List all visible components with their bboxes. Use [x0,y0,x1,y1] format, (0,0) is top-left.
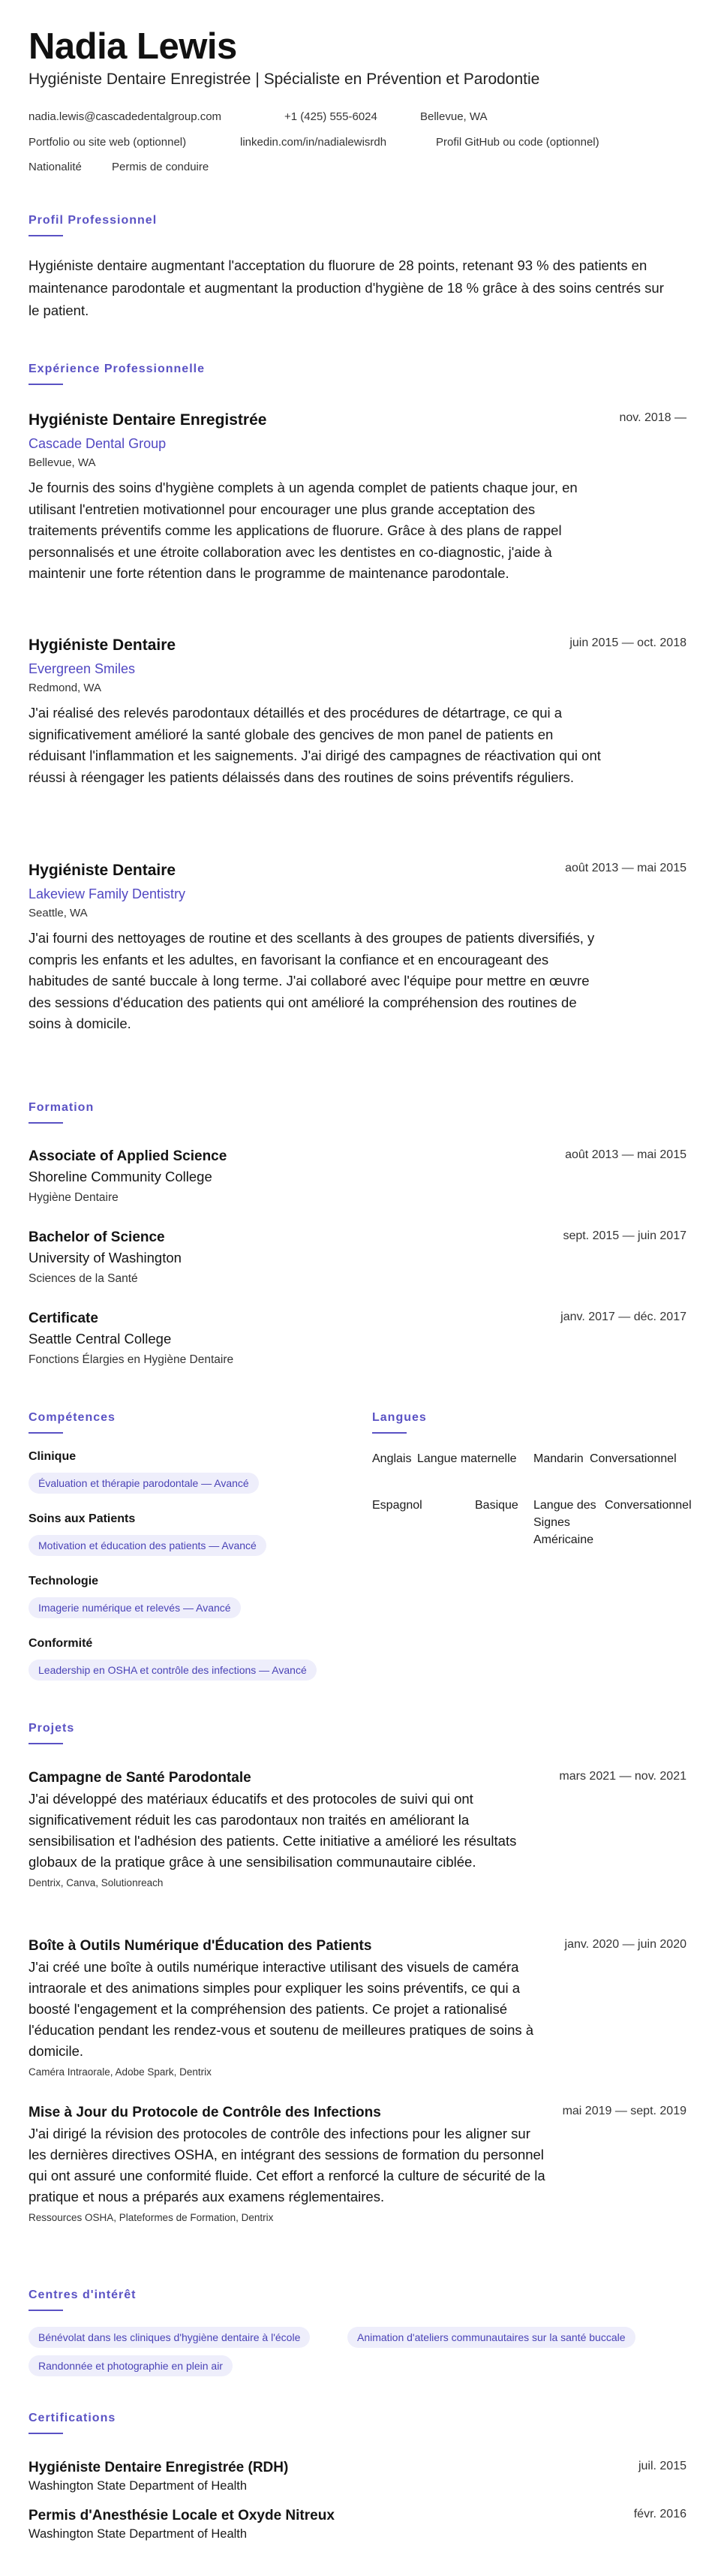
certification-issuer: Washington State Department of Health [29,2479,248,2493]
job-dates: juin 2015 — oct. 2018 [569,636,686,649]
skill-category: Soins aux Patients [29,1512,136,1525]
candidate-name: Nadia Lewis [29,26,237,67]
skill-pill: Évaluation et thérapie parodontale — Avancé [29,1473,259,1494]
education-item [29,1309,686,1368]
project-title: Campagne de Santé Parodontale [29,1770,251,1786]
education-school: University of Washington [29,1250,182,1265]
location-text: Bellevue, WA [420,110,488,123]
job-title: Hygiéniste Dentaire [29,636,176,654]
education-field: Fonctions Élargies en Hygiène Dentaire [29,1353,234,1366]
section-title-interests: Centres d'intérêt [29,2289,137,2301]
github-link[interactable]: Profil GitHub ou code (optionnel) [436,136,599,149]
certification-date: févr. 2016 [633,2508,686,2520]
project-description: J'ai dirigé la révision des protocoles de contrôle des infections pour les aligner sur les dernières directives OSHA, en intégrant des sessions de formation du personnel qui ont assuré une conformité fluide. Cet effort a renforcé la culture de sécurité de la pratique et nous a préparés aux examens réglementaires. [29,2126,545,2204]
certification-name: Permis d'Anesthésie Locale et Oxyde Nitreux [29,2508,335,2523]
language-name: Mandarin [533,1452,584,1465]
skill-pill: Motivation et éducation des patients — Avancé [29,1535,266,1556]
job-dates: août 2013 — mai 2015 [565,862,686,874]
interest-pill: Bénévolat dans les cliniques d'hygiène dentaire à l'école [29,2327,310,2348]
section-title-certifications: Certifications [29,2412,116,2424]
section-title-profile: Profil Professionnel [29,214,158,227]
license-text: Permis de conduire [112,161,209,173]
section-title-projects: Projets [29,1722,75,1735]
nationality-text: Nationalité [29,161,82,173]
experience-item [29,635,686,788]
education-field: Hygiène Dentaire [29,1191,119,1204]
job-description: J'ai réalisé des relevés parodontaux détaillés et des procédures de détartrage, ce qui a significativement amélioré la santé globale des gencives de mon panel de patients en réduisant l'inflammation et les saignements. J'ai dirigé des campagnes de réactivation qui ont réussi à réengager les patients délaissés dans des routines de soins préventifs réguliers. [29,705,601,785]
education-degree: Bachelor of Science [29,1229,165,1245]
section-title-experience: Expérience Professionnelle [29,363,205,375]
skill-category: Technologie [29,1575,99,1587]
education-field: Sciences de la Santé [29,1272,138,1285]
section-rule [29,1743,63,1744]
experience-item [29,860,686,1035]
skill-pill: Leadership en OSHA et contrôle des infections — Avancé [29,1660,317,1681]
job-title: Hygiéniste Dentaire Enregistrée [29,411,267,429]
project-item [29,1937,686,2080]
experience-item [29,410,686,585]
section-rule [29,1432,63,1434]
section-title-languages: Langues [372,1411,427,1424]
project-description: J'ai développé des matériaux éducatifs et des protocoles de suivi qui ont significativement réduit les cas parodontaux non traités en améliorant la sensibilisation et l'adhésion des patients. Cette initiative a amélioré les résultats globaux de la pratique grâce à une sensibilisation communautaire ciblée. [29,1791,517,1870]
language-level: Langue maternelle [417,1452,517,1465]
skill-category: Clinique [29,1450,77,1463]
project-item [29,2103,686,2225]
section-title-education: Formation [29,1101,95,1114]
education-degree: Associate of Applied Science [29,1148,227,1164]
project-item [29,1768,686,1891]
section-title-skills: Compétences [29,1411,116,1424]
language-level: Conversationnel [590,1452,677,1465]
certification-issuer: Washington State Department of Health [29,2527,248,2541]
certification-item [29,2506,686,2542]
language-name: Anglais [372,1452,412,1465]
candidate-headline: Hygiéniste Dentaire Enregistrée | Spécialiste en Prévention et Parodontie [29,71,540,88]
section-rule [29,2433,63,2434]
language-name: Langue des Signes Américaine [533,1499,596,1546]
project-dates: janv. 2020 — juin 2020 [564,1938,686,1951]
job-description: Je fournis des soins d'hygiène complets à un agenda complet de patients chaque jour, en utilisant l'entretien motivationnel pour encourager une plus grande acceptation des traitements préventifs comme les applications de fluorure. Grâce à des plans de rappel personnalisés et une étroite collaboration avec les dentistes en co-diagnostic, j'aide à maintenir une forte rétention dans le programme de maintenance parodontale. [29,480,578,581]
project-tools: Ressources OSHA, Plateformes de Formation, Dentrix [29,2212,274,2223]
job-company: Evergreen Smiles [29,661,136,676]
project-tools: Caméra Intraorale, Adobe Spark, Dentrix [29,2066,212,2078]
job-location: Redmond, WA [29,682,101,694]
skill-category: Conformité [29,1637,93,1650]
section-rule [29,2310,63,2311]
certification-name: Hygiéniste Dentaire Enregistrée (RDH) [29,2460,289,2475]
job-location: Seattle, WA [29,907,88,919]
section-rule [29,235,63,236]
skill-pill: Imagerie numérique et relevés — Avancé [29,1597,241,1618]
education-item [29,1147,686,1206]
education-dates: janv. 2017 — déc. 2017 [560,1311,686,1323]
language-name: Espagnol [372,1499,422,1512]
section-rule [372,1432,407,1434]
profile-summary: Hygiéniste dentaire augmentant l'acceptation du fluorure de 28 points, retenant 93 % des patients en maintenance parodontale et augmentant la production d'hygiène de 18 % grâce à des soins centrés sur le patient. [29,257,664,318]
phone-link[interactable]: +1 (425) 555-6024 [284,110,377,123]
job-location: Bellevue, WA [29,456,96,469]
job-description: J'ai fourni des nettoyages de routine et des scellants à des groupes de patients diversifiés, y compris les enfants et les adultes, en favorisant la confiance et en encourageant des habitudes de santé buccale à long terme. J'ai collaboré avec l'équipe pour mettre en œuvre des sessions d'éducation des patients qui ont amélioré la compréhension des routines de soins à domicile. [29,930,595,1031]
portfolio-link[interactable]: Portfolio ou site web (optionnel) [29,136,187,149]
job-company: Lakeview Family Dentistry [29,886,186,901]
certification-date: juil. 2015 [638,2460,686,2472]
section-rule [29,1122,63,1124]
email-link[interactable]: nadia.lewis@cascadedentalgroup.com [29,110,222,123]
job-title: Hygiéniste Dentaire [29,862,176,879]
interest-pill: Animation d'ateliers communautaires sur la santé buccale [347,2327,635,2348]
education-school: Shoreline Community College [29,1169,212,1184]
linkedin-link[interactable]: linkedin.com/in/nadialewisrdh [240,136,387,149]
education-dates: sept. 2015 — juin 2017 [563,1229,686,1242]
project-tools: Dentrix, Canva, Solutionreach [29,1877,164,1888]
language-level: Basique [475,1499,518,1512]
project-description: J'ai créé une boîte à outils numérique interactive utilisant des visuels de caméra intraorale et des animations simples pour expliquer les soins préventifs, ce qui a boosté l'engagement et la compréhension des patients. Ce projet a rationalisé l'éducation pendant les rendez-vous et soutenu de meilleures pratiques de soins à domicile. [29,1959,534,2059]
section-rule [29,384,63,385]
job-company: Cascade Dental Group [29,436,167,451]
project-dates: mars 2021 — nov. 2021 [559,1770,686,1783]
language-level: Conversationnel [605,1499,692,1512]
education-item [29,1228,686,1287]
project-title: Mise à Jour du Protocole de Contrôle des Infections [29,2105,381,2120]
project-title: Boîte à Outils Numérique d'Éducation des Patients [29,1938,372,1954]
interest-pill: Randonnée et photographie en plein air [29,2355,233,2376]
education-dates: août 2013 — mai 2015 [565,1148,686,1161]
job-dates: nov. 2018 — [619,411,686,424]
education-school: Seattle Central College [29,1331,172,1347]
education-degree: Certificate [29,1311,98,1326]
certification-item [29,2458,686,2494]
project-dates: mai 2019 — sept. 2019 [562,2105,686,2117]
